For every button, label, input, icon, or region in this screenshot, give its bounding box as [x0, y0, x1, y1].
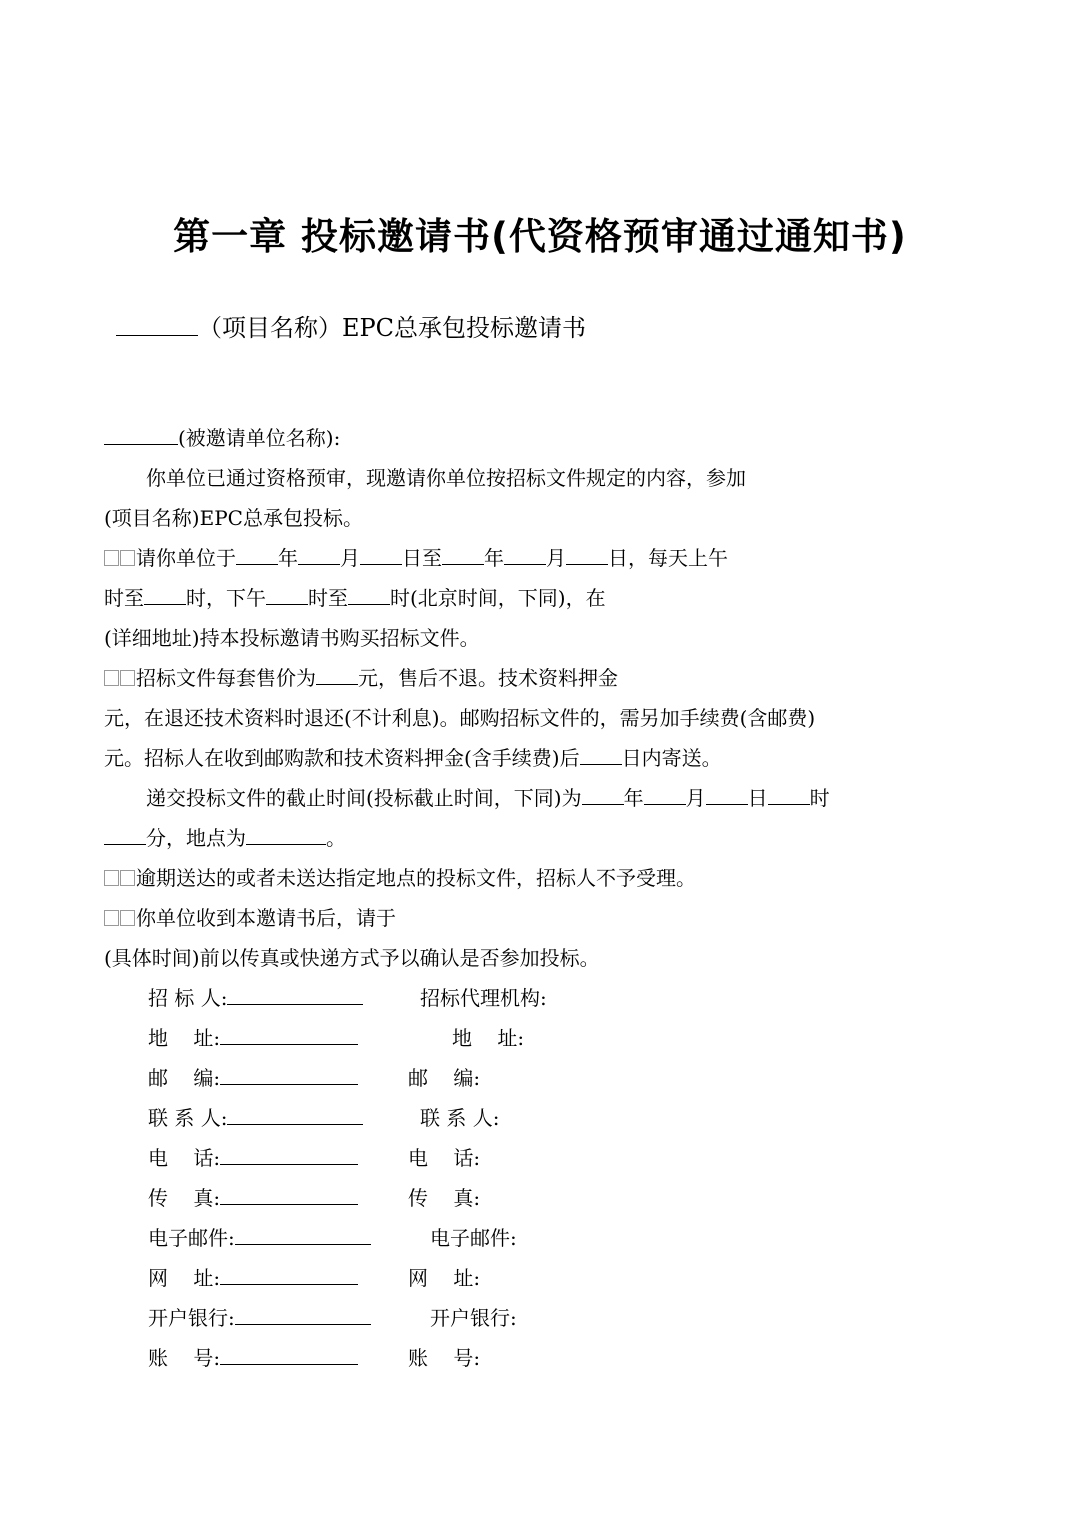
paragraph-2b: 时至 时，下午 时至 时(北京时间，下同)，在 [104, 586, 606, 610]
left-contact-row: 电 话: [148, 1144, 358, 1172]
left-contact-row: 地 址: [148, 1024, 358, 1052]
salutation: (被邀请单位名称): [104, 424, 340, 452]
blank [235, 1304, 371, 1325]
left-contact-row: 邮 编: [148, 1064, 358, 1092]
checkbox-icon [104, 910, 119, 926]
left-contact-row: 开户银行: [148, 1304, 371, 1332]
right-contact-row: 账 号: [408, 1346, 481, 1370]
paragraph-2a: 请你单位于 年 月 日至 年 月 日，每天上午 [104, 544, 728, 572]
blank [236, 544, 278, 565]
blank [360, 544, 402, 565]
blank [227, 1104, 363, 1125]
right-contact-row: 电 话: [408, 1146, 481, 1170]
left-contact-row: 账 号: [148, 1344, 358, 1372]
blank [220, 1024, 358, 1045]
paragraph-1b: (项目名称)EPC总承包投标。 [104, 506, 363, 530]
blank [220, 1064, 358, 1085]
paragraph-2c: (详细地址)持本投标邀请书购买招标文件。 [104, 626, 480, 650]
paragraph-1a: 你单位已通过资格预审，现邀请你单位按招标文件规定的内容，参加 [146, 466, 746, 490]
left-contact-row: 网 址: [148, 1264, 358, 1292]
blank [706, 784, 748, 805]
right-contact-row: 邮 编: [408, 1066, 481, 1090]
paragraph-3c: 元。招标人在收到邮购款和技术资料押金(含手续费)后 日内寄送。 [104, 746, 722, 770]
checkbox-icon [120, 670, 135, 686]
blank [504, 544, 546, 565]
right-contact-row: 联 系 人: [420, 1106, 500, 1130]
blank [235, 1224, 371, 1245]
blank [220, 1144, 358, 1165]
left-contact-row: 联 系 人: [148, 1104, 363, 1132]
blank [348, 584, 390, 605]
left-contact-row: 招 标 人: [148, 984, 363, 1012]
paragraph-5: 逾期送达的或者未送达指定地点的投标文件，招标人不予受理。 [104, 864, 696, 892]
right-contact-row: 地 址: [452, 1026, 525, 1050]
paragraph-6b: (具体时间)前以传真或快递方式予以确认是否参加投标。 [104, 946, 600, 970]
checkbox-icon [104, 550, 119, 566]
checkbox-icon [120, 550, 135, 566]
left-contact-row: 传 真: [148, 1184, 358, 1212]
blank [442, 544, 484, 565]
right-contact-row: 网 址: [408, 1266, 481, 1290]
blank [246, 824, 326, 845]
right-contact-row: 招标代理机构: [420, 986, 547, 1010]
blank [298, 544, 340, 565]
paragraph-3a: 招标文件每套售价为 元，售后不退。技术资料押金 [104, 664, 618, 692]
blank [220, 1344, 358, 1365]
blank [580, 744, 622, 765]
right-contact-row: 电子邮件: [430, 1226, 517, 1250]
project-name-blank [116, 315, 198, 336]
blank [768, 784, 810, 805]
blank [220, 1264, 358, 1285]
blank [227, 984, 363, 1005]
blank [266, 584, 308, 605]
right-contact-row: 开户银行: [430, 1306, 517, 1330]
blank [144, 584, 186, 605]
blank [582, 784, 624, 805]
blank [566, 544, 608, 565]
checkbox-icon [104, 670, 119, 686]
paragraph-3b: 元，在退还技术资料时退还(不计利息)。邮购招标文件的，需另加手续费(含邮费) [104, 706, 816, 730]
paragraph-4a: 递交投标文件的截止时间(投标截止时间，下同)为 年 月 日 时 [146, 786, 830, 810]
blank [316, 664, 358, 685]
checkbox-icon [104, 870, 119, 886]
right-contact-row: 传 真: [408, 1186, 481, 1210]
paragraph-4b: 分，地点为 。 [104, 824, 346, 852]
blank [220, 1184, 358, 1205]
subtitle: （项目名称）EPC总承包投标邀请书 [116, 308, 586, 343]
chapter-title: 第一章 投标邀请书(代资格预审通过通知书) [173, 215, 907, 258]
blank [644, 784, 686, 805]
checkbox-icon [120, 910, 135, 926]
left-contact-row: 电子邮件: [148, 1224, 371, 1252]
checkbox-icon [120, 870, 135, 886]
invitee-blank [104, 424, 178, 445]
blank [104, 824, 146, 845]
paragraph-6a: 你单位收到本邀请书后，请于 [104, 904, 396, 932]
